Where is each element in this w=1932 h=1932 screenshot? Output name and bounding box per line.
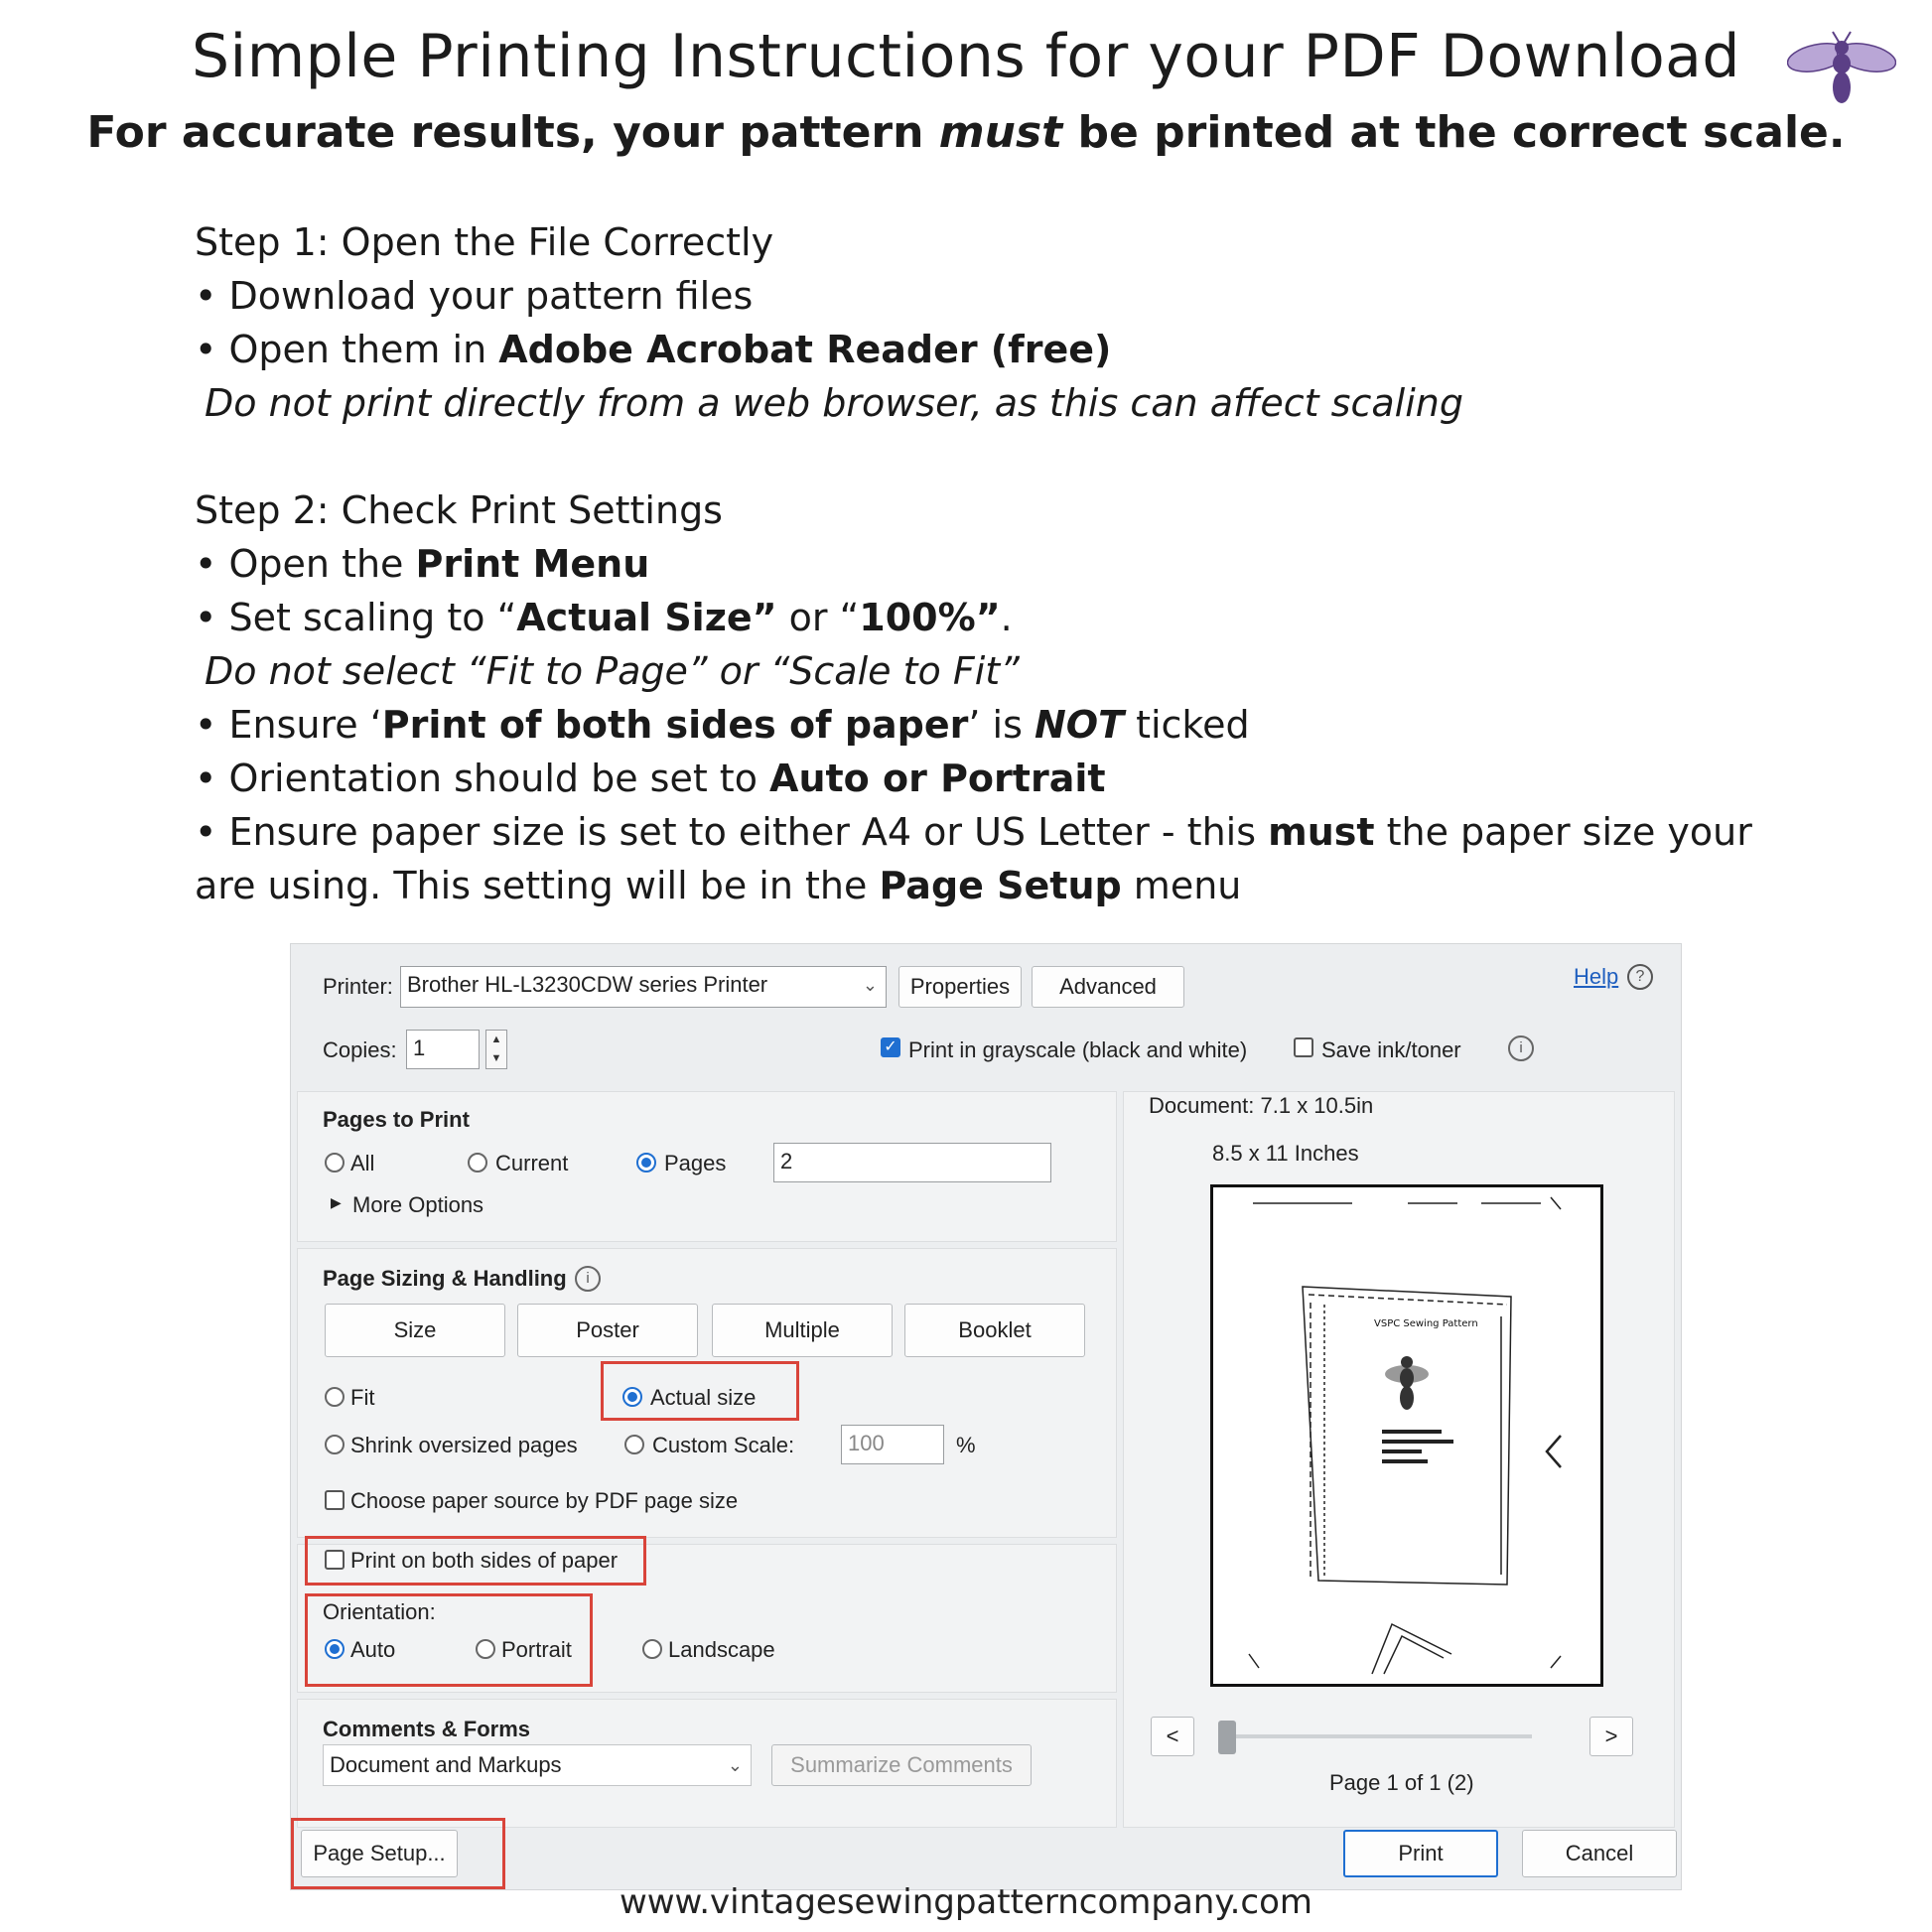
footer-url[interactable]: www.vintagesewingpatterncompany.com — [619, 1882, 1313, 1922]
step1-heading: Step 1: Open the File Correctly — [195, 220, 774, 264]
all-radio[interactable] — [325, 1153, 345, 1173]
pages-radio[interactable] — [636, 1153, 656, 1173]
chevron-down-icon: ⌄ — [727, 1755, 743, 1775]
printer-select[interactable] — [400, 966, 887, 1008]
actual-size-label: Actual size — [650, 1385, 757, 1410]
next-page-button[interactable]: > — [1589, 1717, 1633, 1756]
step1-bullet-download: • Download your pattern files — [195, 274, 754, 318]
page-preview — [1210, 1184, 1603, 1687]
step2-bullet-page-setup: are using. This setting will be in the Page Setup menu — [195, 864, 1242, 907]
highlight-orientation — [305, 1593, 593, 1687]
page-slider-thumb[interactable] — [1218, 1721, 1236, 1754]
custom-scale-radio[interactable] — [624, 1435, 644, 1454]
cancel-button[interactable]: Cancel — [1522, 1830, 1677, 1877]
step2-bullet-paper-size: • Ensure paper size is set to either A4 or US Letter - this must the paper size your — [195, 810, 1752, 854]
chevron-down-icon: ⌄ — [862, 975, 878, 995]
info-icon[interactable]: i — [1508, 1035, 1534, 1061]
step2-bullet-orientation: • Orientation should be set to Auto or Portrait — [195, 757, 1106, 800]
pattern-thumbnail — [1213, 1187, 1600, 1684]
shrink-radio[interactable] — [325, 1435, 345, 1454]
choose-paper-label: Choose paper source by PDF page size — [350, 1488, 739, 1513]
page-setup-button[interactable]: Page Setup... — [301, 1830, 458, 1877]
current-label: Current — [495, 1151, 569, 1175]
step1-note: Do not print directly from a web browser, as this can affect scaling — [205, 381, 1463, 425]
highlight-page-setup — [291, 1818, 505, 1889]
copies-label: Copies: — [323, 1037, 397, 1062]
save-ink-label: Save ink/toner — [1321, 1037, 1461, 1062]
grayscale-checkbox[interactable]: ✓ — [881, 1037, 900, 1057]
fit-label: Fit — [350, 1385, 375, 1410]
print-button[interactable]: Print — [1343, 1830, 1498, 1877]
properties-button[interactable]: Properties — [898, 966, 1022, 1008]
page-title: Simple Printing Instructions for your PDF Download — [191, 22, 1741, 91]
custom-scale-label: Custom Scale: — [652, 1433, 795, 1457]
custom-scale-input[interactable]: 100 — [841, 1425, 944, 1464]
paper-size-label: 8.5 x 11 Inches — [1212, 1141, 1359, 1166]
page-sizing-heading: Page Sizing & Handling — [323, 1266, 567, 1291]
summarize-comments-button[interactable]: Summarize Comments — [771, 1744, 1032, 1786]
fit-radio[interactable] — [325, 1387, 345, 1407]
step2-note: Do not select “Fit to Page” or “Scale to Fit” — [205, 649, 1020, 693]
comments-select[interactable] — [323, 1744, 752, 1786]
bee-logo-icon — [1787, 28, 1896, 107]
page-subtitle: For accurate results, your pattern must be printed at the correct scale. — [86, 107, 1846, 158]
step2-bullet-scaling: • Set scaling to “Actual Size” or “100%”. — [195, 596, 1013, 639]
step2-bullet-both-sides: • Ensure ‘Print of both sides of paper’ is NOT ticked — [195, 703, 1250, 747]
printer-label: Printer: — [323, 974, 393, 999]
save-ink-checkbox[interactable] — [1294, 1037, 1313, 1057]
page-indicator: Page 1 of 1 (2) — [1329, 1770, 1474, 1795]
copies-stepper[interactable]: ▲ ▼ — [485, 1030, 507, 1069]
help-link[interactable]: Help — [1574, 964, 1619, 989]
comments-forms-heading: Comments & Forms — [323, 1717, 531, 1741]
grayscale-label: Print in grayscale (black and white) — [908, 1037, 1248, 1062]
percent-label: % — [956, 1433, 976, 1457]
advanced-button[interactable]: Advanced — [1032, 966, 1184, 1008]
auto-label: Auto — [350, 1637, 396, 1662]
document-size-label: Document: 7.1 x 10.5in — [1149, 1093, 1374, 1118]
highlight-both-sides — [305, 1536, 646, 1586]
both-sides-label: Print on both sides of paper — [350, 1548, 619, 1573]
orientation-label: Orientation: — [323, 1599, 436, 1624]
page-slider-track[interactable] — [1218, 1734, 1532, 1738]
print-dialog — [290, 943, 1682, 1890]
poster-button[interactable]: Poster — [517, 1304, 698, 1357]
booklet-button[interactable]: Booklet — [904, 1304, 1085, 1357]
pages-input[interactable]: 2 — [773, 1143, 1051, 1182]
multiple-button[interactable]: Multiple — [712, 1304, 893, 1357]
copies-input[interactable]: 1 — [406, 1030, 480, 1069]
landscape-radio[interactable] — [642, 1639, 662, 1659]
step1-bullet-open: • Open them in Adobe Acrobat Reader (free) — [195, 328, 1112, 371]
comments-value: Document and Markups — [330, 1752, 562, 1777]
highlight-actual-size — [601, 1361, 799, 1421]
help-icon[interactable]: ? — [1627, 964, 1653, 990]
landscape-label: Landscape — [668, 1637, 775, 1662]
portrait-label: Portrait — [501, 1637, 572, 1662]
step2-bullet-print-menu: • Open the Print Menu — [195, 542, 650, 586]
more-options-link[interactable]: More Options — [352, 1192, 484, 1217]
all-label: All — [350, 1151, 375, 1175]
pages-to-print-heading: Pages to Print — [323, 1107, 470, 1132]
printer-value: Brother HL-L3230CDW series Printer — [407, 972, 768, 997]
size-button[interactable]: Size — [325, 1304, 505, 1357]
step2-heading: Step 2: Check Print Settings — [195, 488, 723, 532]
choose-paper-checkbox[interactable] — [325, 1490, 345, 1510]
pages-label: Pages — [664, 1151, 727, 1175]
triangle-right-icon[interactable]: ▶ — [331, 1194, 342, 1210]
svg-text:VSPC Sewing Pattern: VSPC Sewing Pattern — [1374, 1318, 1478, 1329]
current-radio[interactable] — [468, 1153, 487, 1173]
info-icon[interactable]: i — [575, 1266, 601, 1292]
shrink-label: Shrink oversized pages — [350, 1433, 578, 1457]
prev-page-button[interactable]: < — [1151, 1717, 1194, 1756]
